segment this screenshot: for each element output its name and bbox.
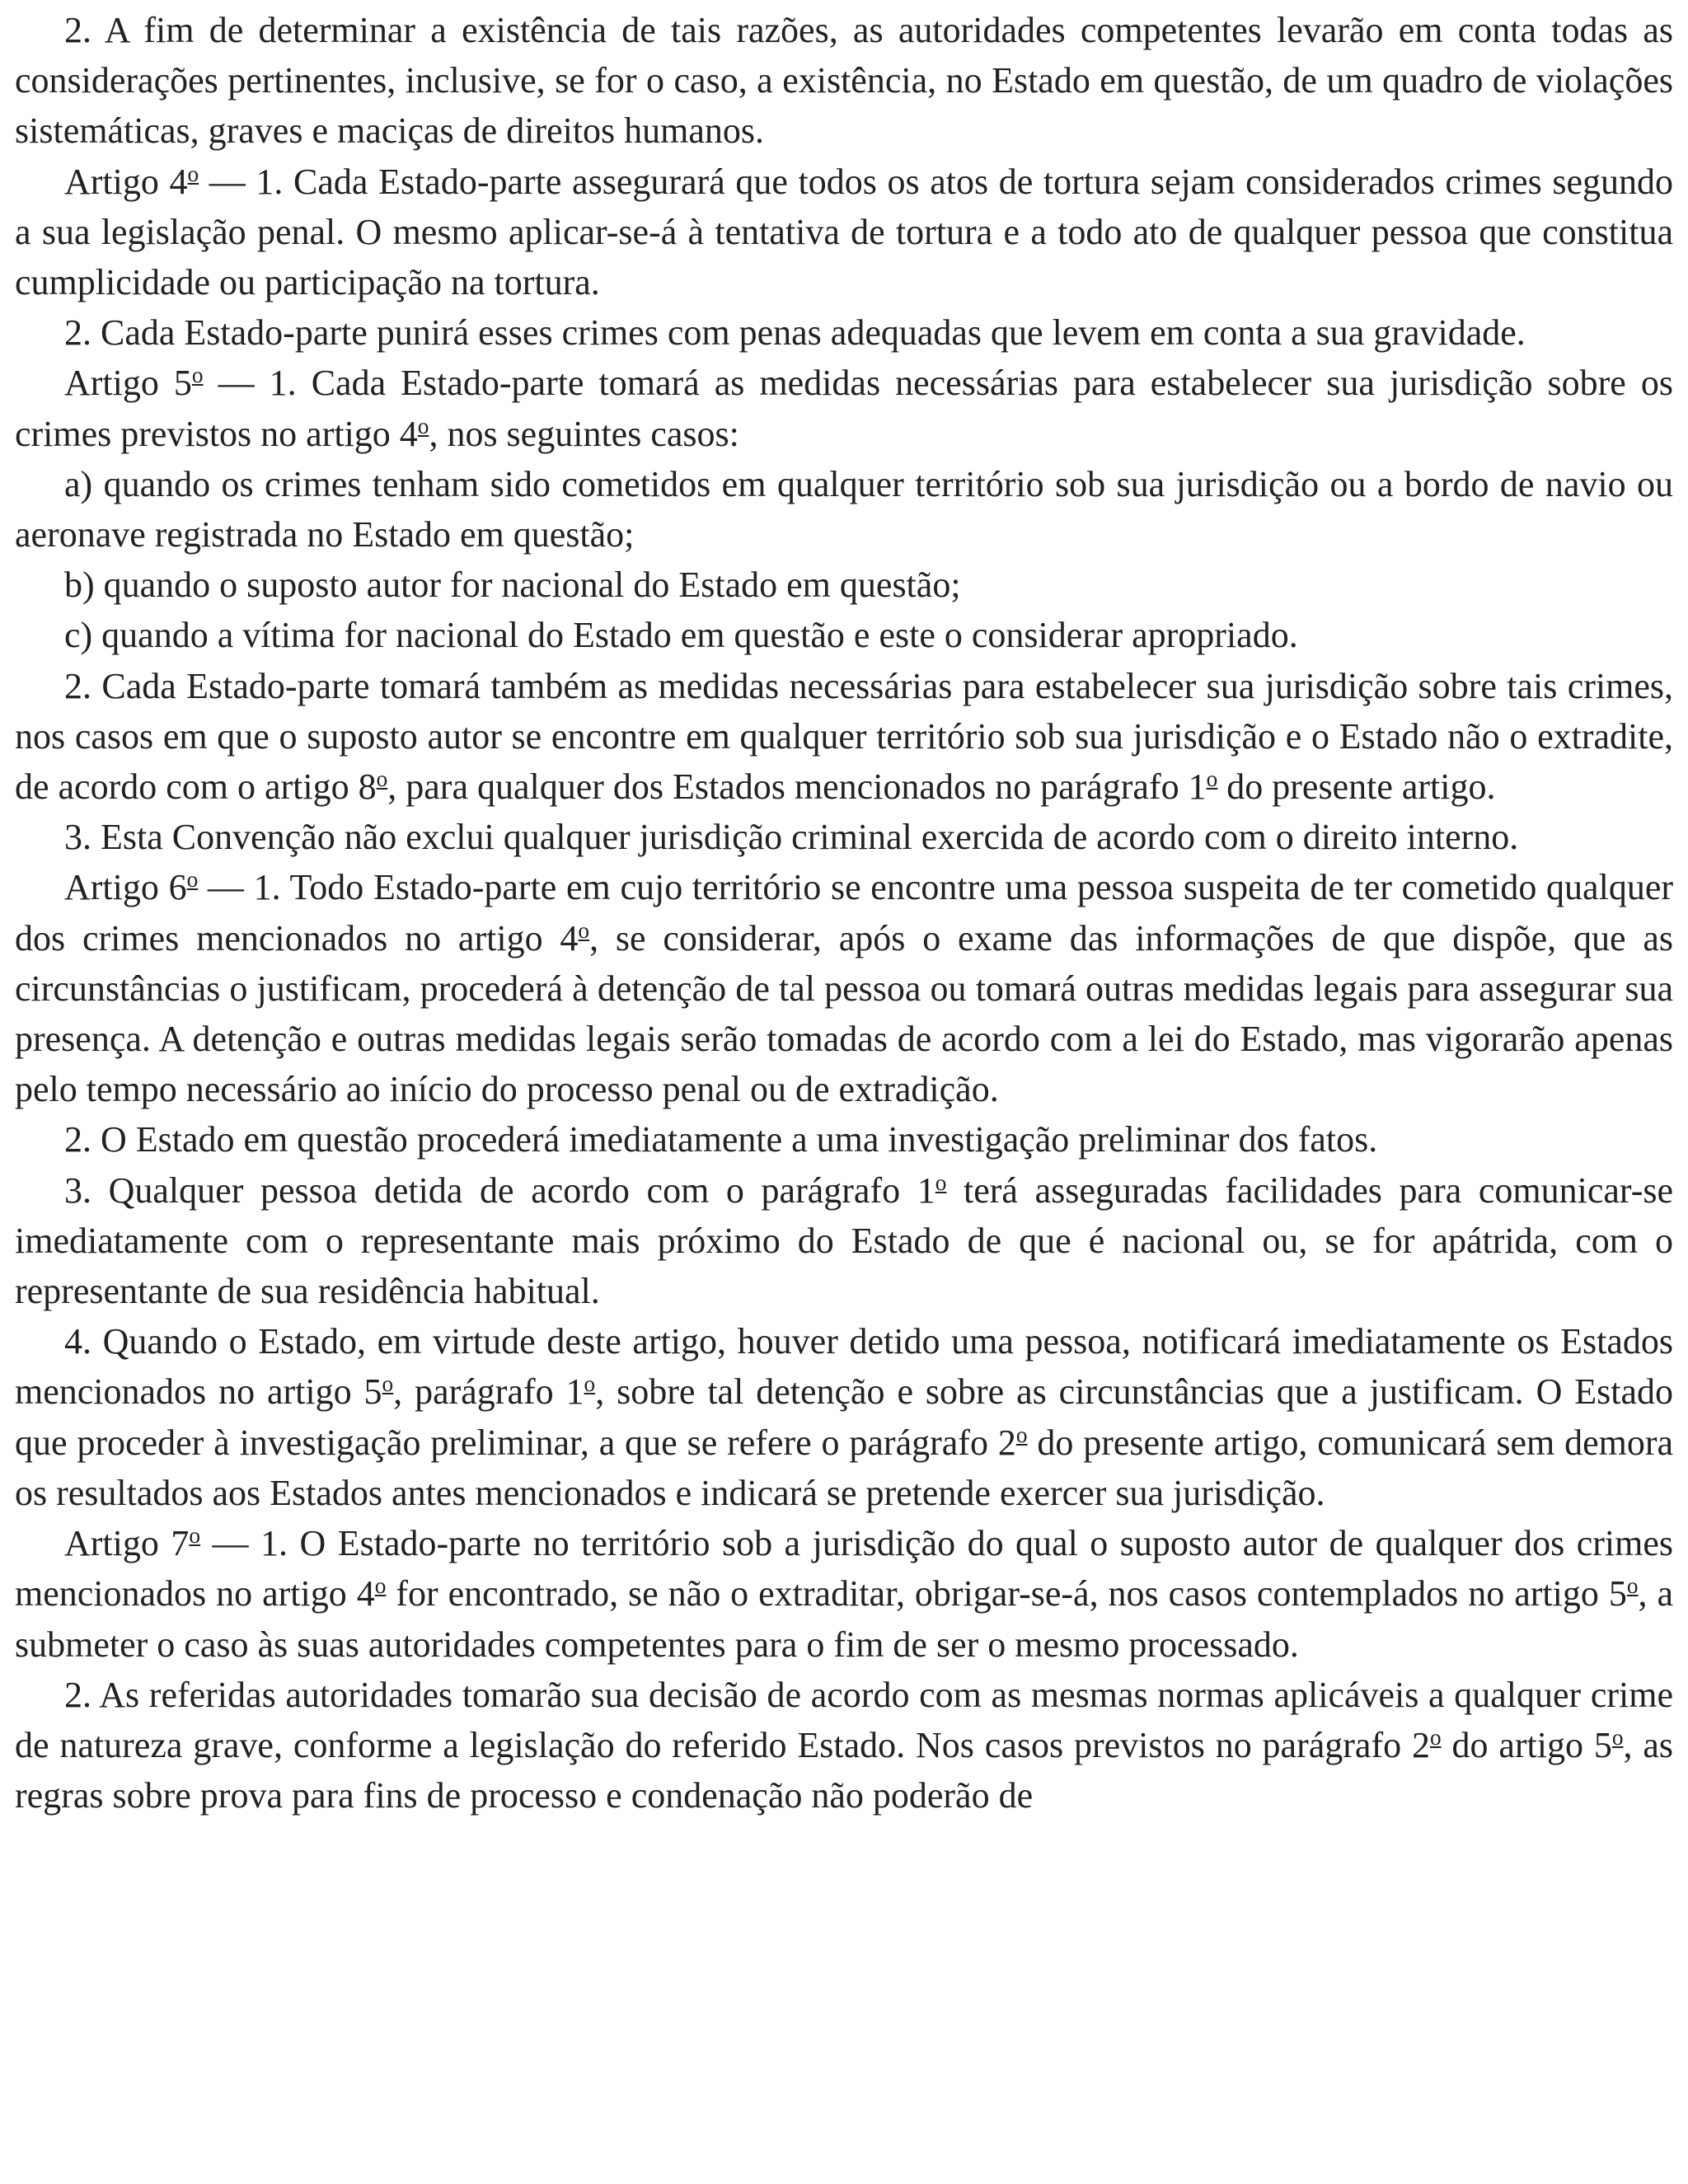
document-paragraph [15, 358, 1673, 458]
paragraph-text: Artigo 4 [64, 161, 188, 202]
paragraph-text: 4. Quando o Estado, em virtude deste artigo, houver detido uma pessoa, notificará imediatamente os Estados mencionados no artigo 5 [15, 1321, 1673, 1413]
paragraph-text: 2. Cada Estado-parte punirá esses crimes com penas adequadas que levem em conta a sua gravidade. [64, 312, 1526, 354]
ordinal-indicator: o [376, 766, 388, 792]
paragraph-text: , sobre tal detenção e sobre as circunstâncias que a justificam. O Estado que proceder à investigação preliminar, a que se refere o parágrafo 2 [15, 1371, 1674, 1463]
paragraph-text: a) quando os crimes tenham sido cometidos em qualquer território sob sua jurisdição ou a bordo de navio ou aeronave registrada no Estado em questão; [15, 463, 1673, 555]
paragraph-text: 3. Qualquer pessoa detida de acordo com o parágrafo 1 [64, 1169, 935, 1211]
ordinal-indicator: o [1626, 1573, 1639, 1599]
ordinal-indicator: o [1015, 1422, 1028, 1447]
paragraph-text: , se considerar, após o exame das informações de que dispõe, que as circunstâncias o justificam, procederá à detenção de tal pessoa ou tomará outras medidas legais para assegurar sua presença. A detenção e outras medidas legais serão tomadas de acordo com a lei do Estado, mas vigorarão apenas pelo tempo necessário ao início do processo penal ou de extradição. [15, 917, 1673, 1110]
paragraph-text: 2. Cada Estado-parte tomará também as medidas necessárias para estabelecer sua jurisdição sobre tais crimes, nos casos em que o suposto autor se encontre em qualquer território sob sua jurisdição e o Estado não o extradite, de acordo com o artigo 8 [15, 665, 1673, 808]
paragraph-text: 2. O Estado em questão procederá imediatamente a uma investigação preliminar dos fatos. [64, 1119, 1378, 1160]
document-paragraph [15, 862, 1673, 1114]
ordinal-indicator: o [578, 917, 590, 943]
document-page [15, 5, 1673, 1821]
ordinal-indicator: o [187, 161, 199, 186]
paragraph-text: terá asseguradas facilidades para comunicar-se imediatamente com o representante mais próximo do Estado de que é nacional ou, se for apátrida, com o representante de sua residência habitual. [15, 1169, 1674, 1312]
paragraph-text: — 1. O Estado-parte no território sob a jurisdição do qual o suposto autor de qualquer dos crimes mencionados no artigo 4 [15, 1523, 1673, 1615]
paragraph-text: Artigo 7 [64, 1523, 190, 1564]
ordinal-indicator: o [191, 363, 204, 388]
paragraph-text: — 1. Cada Estado-parte tomará as medidas necessárias para estabelecer sua jurisdição sobre os crimes previstos no artigo 4 [15, 363, 1673, 454]
paragraph-text: — 1. Todo Estado-parte em cujo território se encontre uma pessoa suspeita de ter cometido qualquer dos crimes mencionados no artigo 4 [15, 867, 1673, 958]
document-paragraph [15, 459, 1673, 560]
paragraph-text: , para qualquer dos Estados mencionados no parágrafo 1 [387, 766, 1207, 808]
document-paragraph [15, 1670, 1673, 1821]
ordinal-indicator: o [382, 1371, 394, 1397]
document-paragraph [15, 1165, 1673, 1317]
ordinal-indicator: o [935, 1169, 947, 1195]
paragraph-text: b) quando o suposto autor for nacional do Estado em questão; [64, 565, 961, 606]
document-paragraph [15, 1114, 1673, 1165]
paragraph-text: — 1. Cada Estado-parte assegurará que todos os atos de tortura sejam considerados crimes segundo a sua legislação penal. O mesmo aplicar-se-á à tentativa de tortura e a todo ato de qualquer pessoa que constitua cumplicidade ou participação na tortura. [15, 161, 1673, 303]
paragraph-text: Artigo 6 [64, 867, 187, 908]
ordinal-indicator: o [584, 1371, 596, 1397]
paragraph-text: c) quando a vítima for nacional do Estado em questão e este o considerar apropriado. [64, 615, 1298, 656]
paragraph-text: , as regras sobre prova para fins de processo e condenação não poderão de [15, 1724, 1673, 1816]
paragraph-text: do presente artigo. [1217, 766, 1496, 808]
document-paragraph [15, 307, 1673, 358]
ordinal-indicator: o [374, 1573, 387, 1599]
document-paragraph [15, 610, 1673, 660]
paragraph-text: Artigo 5 [64, 363, 192, 404]
paragraph-text: , parágrafo 1 [393, 1371, 584, 1413]
document-paragraph [15, 560, 1673, 610]
ordinal-indicator: o [189, 1523, 201, 1549]
document-paragraph [15, 1518, 1673, 1670]
ordinal-indicator: o [186, 867, 199, 893]
ordinal-indicator: o [1429, 1724, 1442, 1750]
document-paragraph [15, 661, 1673, 813]
document-body [15, 5, 1673, 1821]
paragraph-text: for encontrado, se não o extraditar, obrigar-se-á, nos casos contemplados no artigo 5 [386, 1573, 1627, 1615]
document-paragraph [15, 1316, 1673, 1518]
document-paragraph [15, 157, 1673, 308]
ordinal-indicator: o [417, 413, 429, 438]
document-paragraph [15, 5, 1673, 157]
paragraph-text: 2. As referidas autoridades tomarão sua decisão de acordo com as mesmas normas aplicáveis a qualquer crime de natureza grave, conforme a legislação do referido Estado. Nos casos previstos no parágrafo 2 [15, 1674, 1673, 1765]
ordinal-indicator: o [1206, 766, 1218, 792]
paragraph-text: do presente artigo, comunicará sem demora os resultados aos Estados antes mencionados e indicará se pretende exercer sua jurisdição. [15, 1422, 1674, 1513]
paragraph-text: , nos seguintes casos: [429, 413, 739, 454]
paragraph-text: , a submeter o caso às suas autoridades competentes para o fim de ser o mesmo processado. [15, 1573, 1674, 1665]
paragraph-text: 2. A fim de determinar a existência de tais razões, as autoridades competentes levarão em conta todas as considerações pertinentes, inclusive, se for o caso, a existência, no Estado em questão, de um quadro de violações sistemáticas, graves e maciças de direitos humanos. [15, 10, 1673, 152]
paragraph-text: do artigo 5 [1441, 1724, 1612, 1765]
ordinal-indicator: o [1611, 1724, 1624, 1750]
paragraph-text: 3. Esta Convenção não exclui qualquer jurisdição criminal exercida de acordo com o direito interno. [64, 817, 1519, 858]
document-paragraph [15, 812, 1673, 862]
